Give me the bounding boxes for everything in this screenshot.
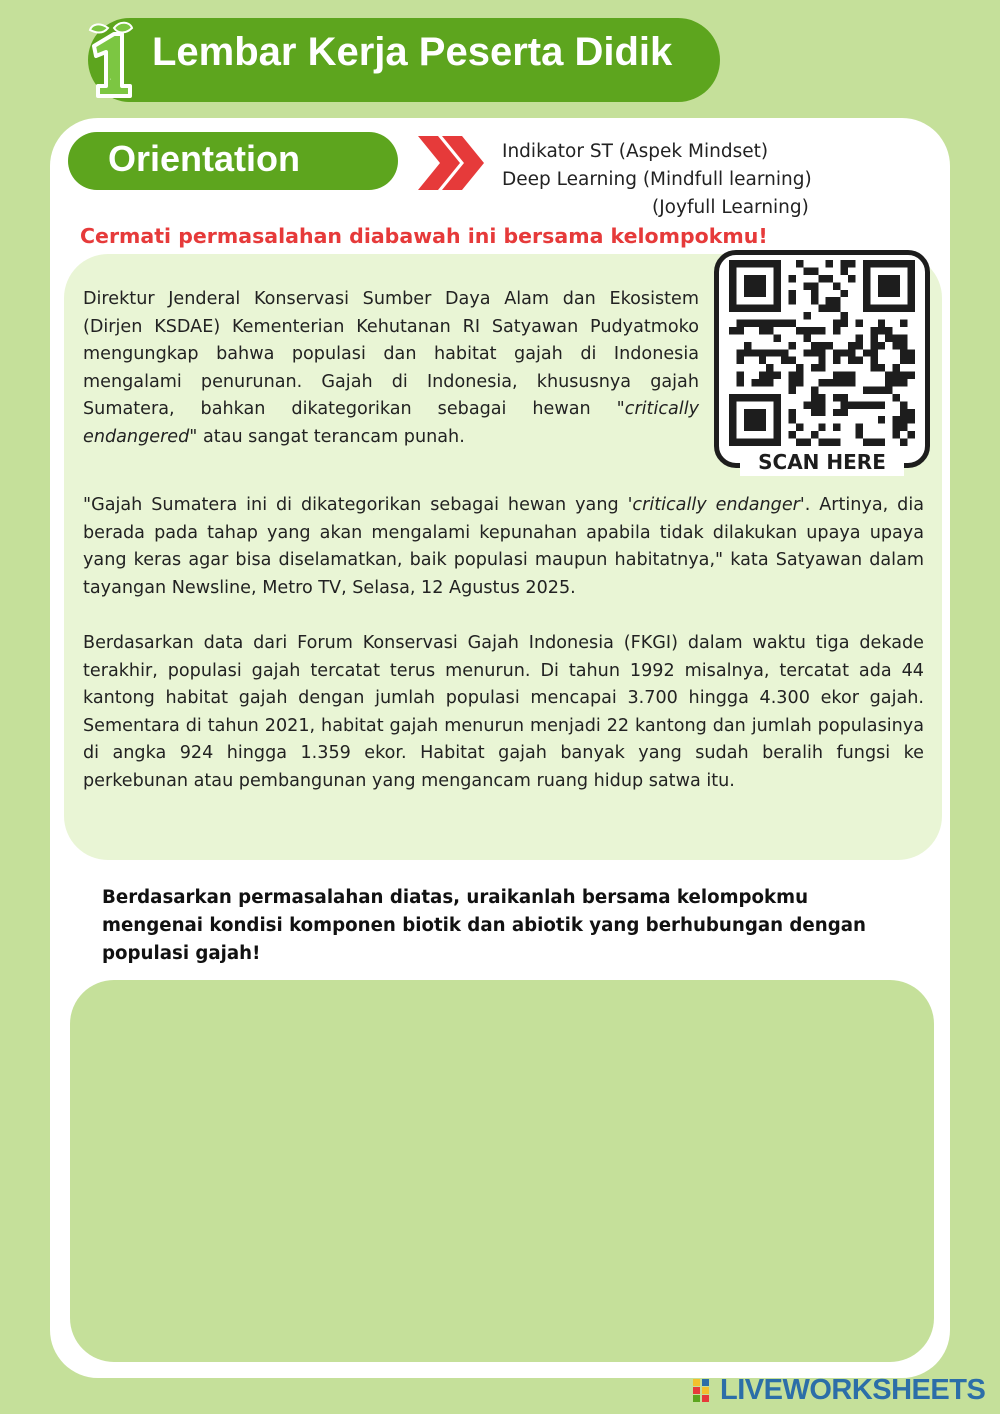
p1-text-a: Direktur Jenderal Konservasi Sumber Daya Alam dan Ekosistem (Dirjen KSDAE) Kementerian Kehutanan RI Satyawan Pudyatmoko mengungkap bahwa populasi dan habitat gajah di Indonesia mengalami penurunan. Gajah di Indonesia, khususnya gajah Sumatera, bahkan dikategorikan sebagai hewan " [83,289,699,420]
reading-paragraph-1 [83,286,699,452]
qr-code-icon[interactable] [728,260,916,446]
p2-text-b: '. Artinya, dia berada pada tahap yang akan mengalami kepunahan apabila tidak dilakukan upaya upaya yang keras agar bisa diselamatkan, baik populasi maupun habitatnya," kata Satyawan dalam tayangan Newsline, Metro TV, Selasa, 12 Agustus 2025. [83,495,924,598]
indicator-line-1: Indikator ST (Aspek Mindset) [502,141,769,162]
p1-text-b: " atau sangat terancam punah. [189,426,465,447]
p2-text-a: "Gajah Sumatera ini di dikategorikan sebagai hewan yang ' [83,495,633,515]
page-title: Lembar Kerja Peserta Didik [152,30,673,74]
brand-text: LIVEWORKSHEETS [720,1373,986,1406]
header-number-text: 1 [110,79,112,81]
p2-italic: critically endanger [632,495,800,515]
question-text: Berdasarkan permasalahan diatas, uraikanlah bersama kelompokmu mengenai kondisi komponen biotik dan abiotik yang berhubungan dengan populasi gajah! [102,887,866,964]
section-label: Orientation [108,138,301,179]
double-chevron-right-icon [416,134,486,192]
scan-here-label: SCAN HERE [740,448,904,476]
number-one-icon [80,20,140,100]
answer-textarea[interactable] [70,980,934,1362]
instruction-text: Cermati permasalahan diabawah ini bersama kelompokmu! [80,224,768,248]
liveworksheets-logo-icon [692,1377,718,1403]
p1-italic: critically endangered [83,399,699,447]
indicator-line-2: Deep Learning (Mindfull learning) [502,169,812,190]
liveworksheets-logo [692,1372,985,1408]
reading-paragraph-3: Berdasarkan data dari Forum Konservasi Gajah Indonesia (FKGI) dalam waktu tiga dekade terakhir, populasi gajah tercatat terus menurun. Di tahun 1992 misalnya, tercatat ada 44 kantong habitat gajah dengan jumlah populasi mencapai 3.700 hingga 4.300 ekor gajah. Sementara di tahun 2021, habitat gajah menurun menjadi 22 kantong dan jumlah populasinya di angka 924 hingga 1.359 ekor. Habitat gajah banyak yang sudah beralih fungsi ke perkebunan atau pembangunan yang mengancam ruang hidup satwa itu. [83,633,924,791]
reading-paragraph-2 [83,492,924,602]
indicator-line-3: (Joyfull Learning) [652,197,809,218]
indicator-text [502,138,812,222]
